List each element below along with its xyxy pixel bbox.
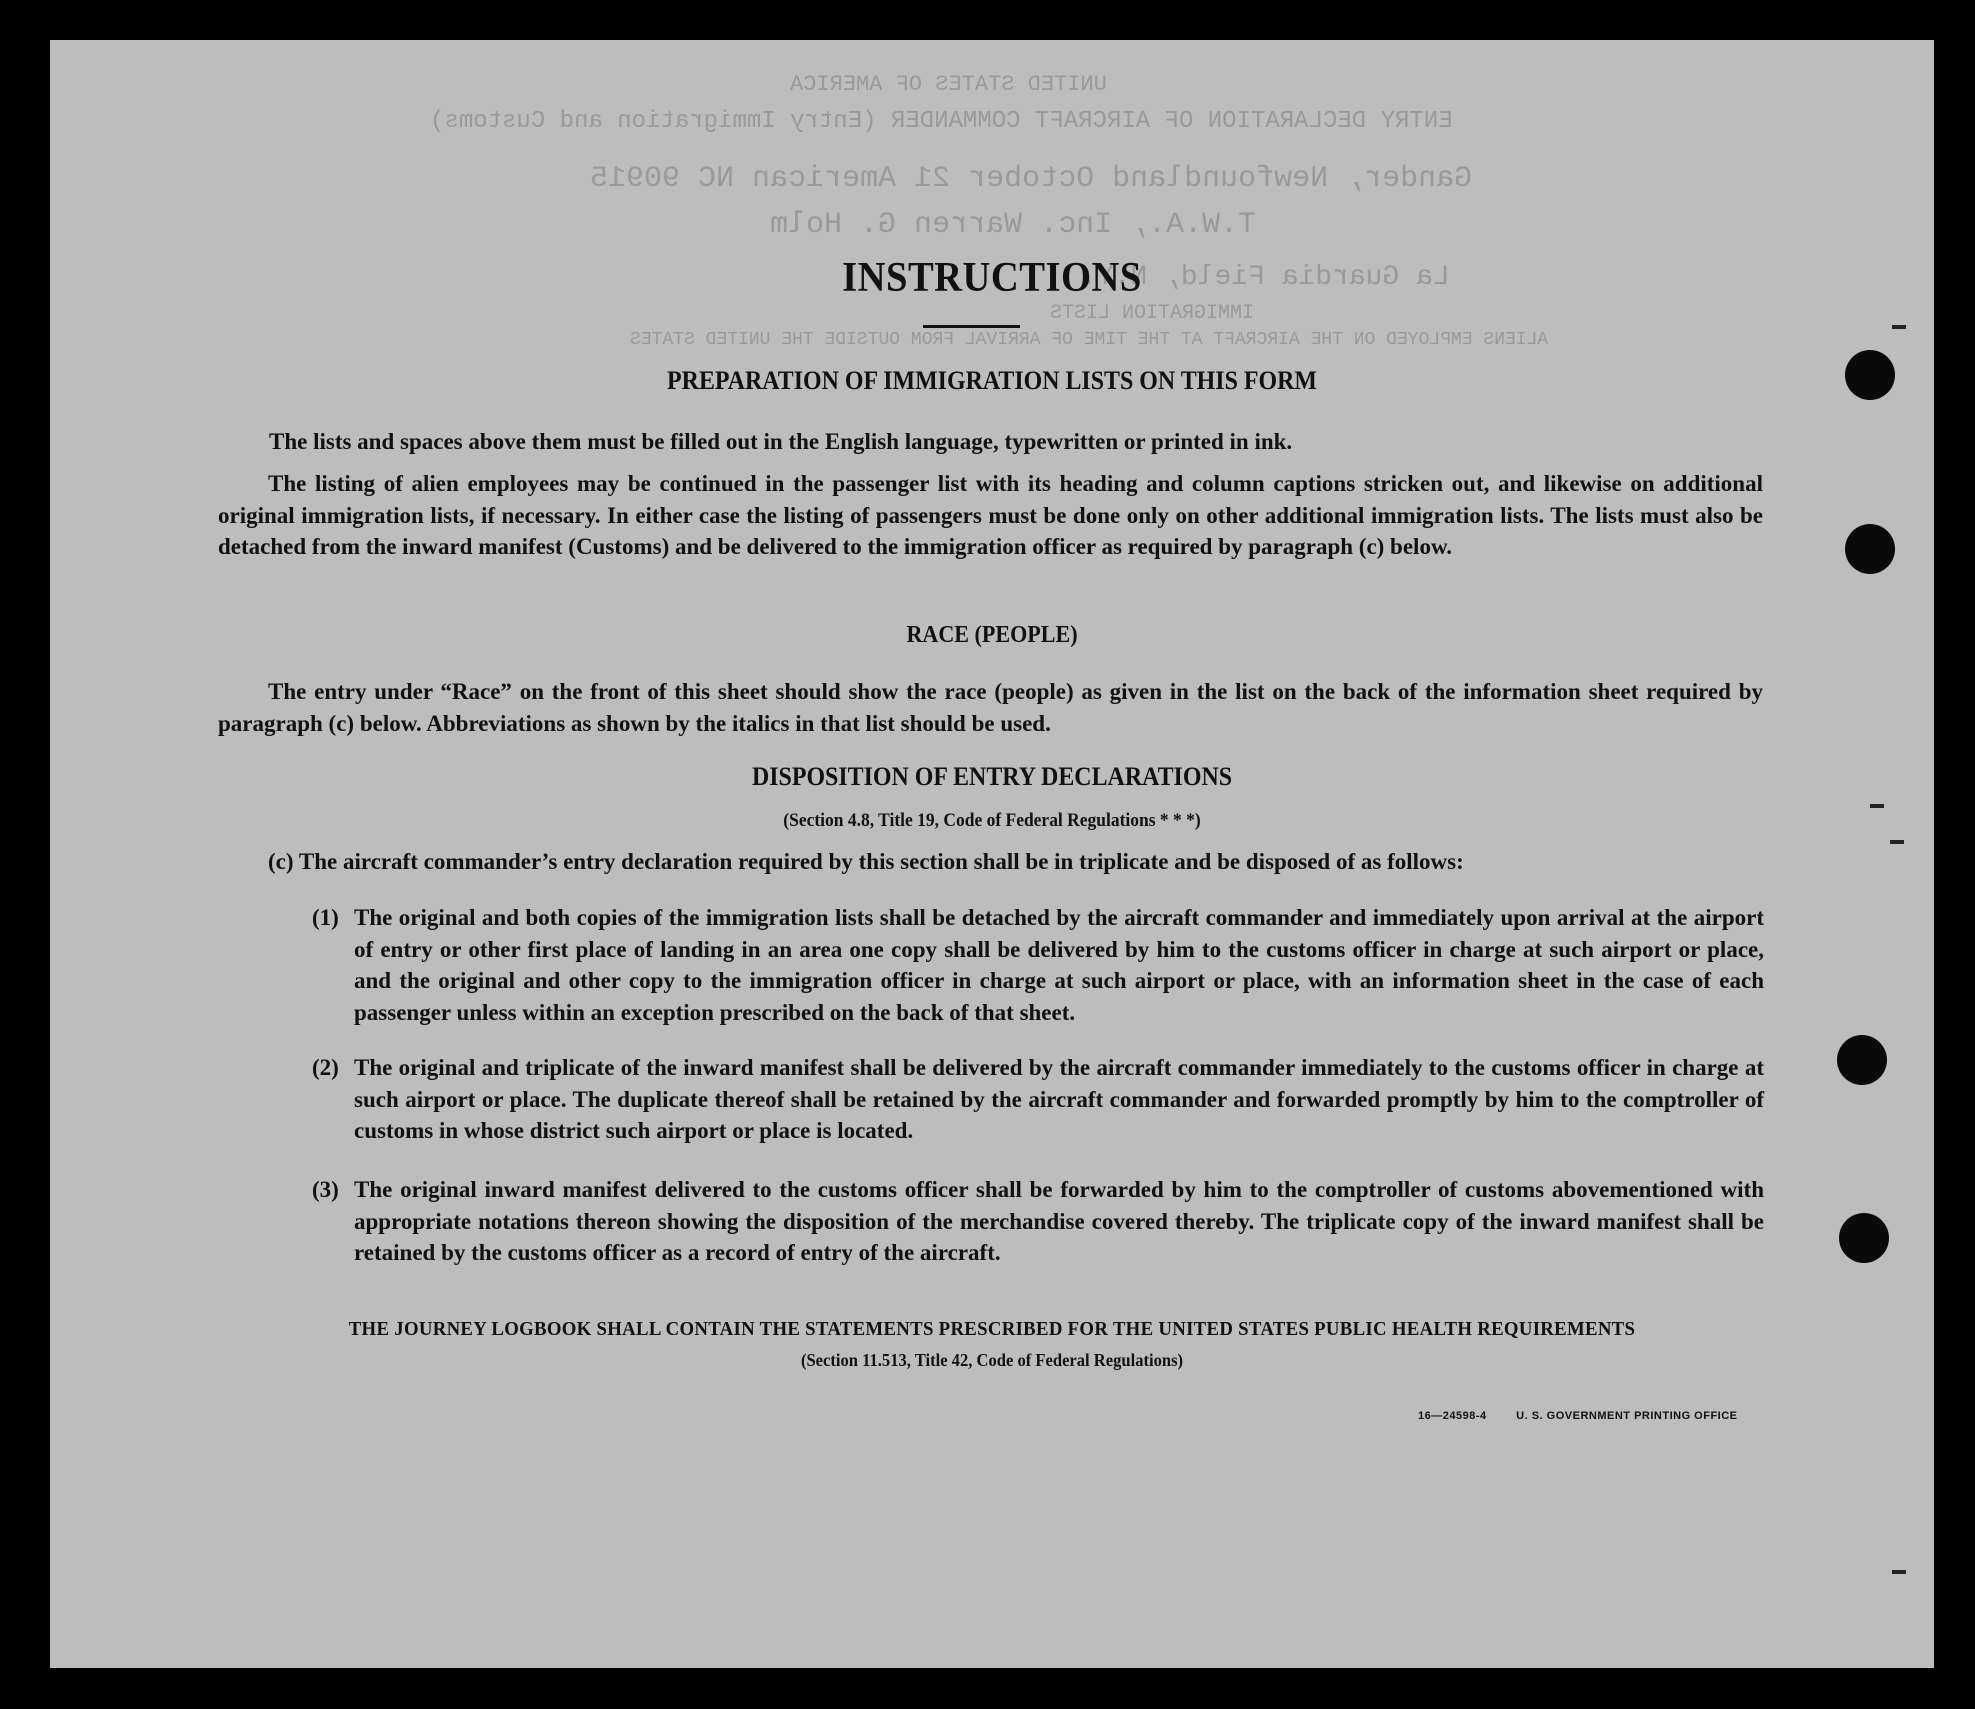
bleed-through-line: ALIENS EMPLOYED ON THE AIRCRAFT AT THE TIME OF ARRIVAL FROM OUTSIDE THE UNITED STATES [630, 330, 1549, 350]
bleed-through-line: UNITED STATES OF AMERICA [790, 72, 1107, 97]
bleed-through-line: IMMIGRATION LISTS [1050, 302, 1255, 325]
bleed-through-line: T.W.A., Inc. Warren G. Holm [770, 208, 1257, 242]
bleed-through-line: Gander, Newfoundland October 21 American NC 90915 [590, 162, 1473, 196]
edge-mark [1892, 1570, 1906, 1574]
edge-mark [1892, 325, 1906, 329]
footer-citation: (Section 11.513, Title 42, Code of Federal Regulations) [800, 1350, 1184, 1370]
punch-hole [1845, 524, 1895, 574]
preparation-heading: PREPARATION OF IMMIGRATION LISTS ON THIS FORM [667, 366, 1317, 395]
race-heading: RACE (PEOPLE) [906, 622, 1078, 648]
printer-imprint [1418, 1410, 1738, 1422]
printer-office: U. S. GOVERNMENT PRINTING OFFICE [1516, 1410, 1738, 1422]
punch-hole [1845, 350, 1895, 400]
list-item: (2) The original and triplicate of the inward manifest shall be delivered by the aircraft commander immediately to the customs officer in charge at such airport or place. The duplicate thereof shall be retained by the aircraft commander and forwarded promptly by him to the comptroller of customs in whose district such airport or place is located. [312, 1055, 1764, 1143]
bleed-through-line: La Guardia Field, N.Y. [1080, 262, 1450, 293]
document-page [50, 40, 1934, 1668]
printer-code: 16—24598-4 [1418, 1410, 1487, 1422]
edge-mark [1870, 804, 1884, 808]
race-paragraph: The entry under “Race” on the front of this sheet should show the race (people) as given in the list on the back of the information sheet required by paragraph (c) below. Abbreviations as shown by the italics in that list should be used. [218, 679, 1763, 736]
list-item: (1) The original and both copies of the immigration lists shall be detached by the aircraft commander and immediately upon arrival at the airport of entry or other first place of landing in an area one copy shall be delivered by him to the customs officer in charge at such airport or place, and the original and other copy to the immigration officer in charge at such airport or place, with an information sheet in the case of each passenger unless within an exception prescribed on the back of that sheet. [312, 905, 1764, 1025]
preparation-paragraph-1: The lists and spaces above them must be filled out in the English language, typewritten or printed in ink. [269, 429, 1293, 454]
bleed-through-line: ENTRY DECLARATION OF AIRCRAFT COMMANDER (Entry Immigration and Customs) [430, 108, 1453, 135]
edge-mark [1890, 840, 1904, 844]
disposition-subheading: (Section 4.8, Title 19, Code of Federal Regulations * * *) [783, 810, 1201, 831]
disposition-heading: DISPOSITION OF ENTRY DECLARATIONS [751, 762, 1233, 791]
list-item: (3) The original inward manifest delivered to the customs officer shall be forwarded by him to the comptroller of customs abovementioned with appropriate notations thereon showing the disposition of the merchandise covered thereby. The triplicate copy of the inward manifest shall be retained by the customs officer as a record of entry of the aircraft. [312, 1177, 1764, 1265]
punch-hole [1839, 1213, 1889, 1263]
page-title: INSTRUCTIONS [842, 255, 1142, 301]
preparation-paragraph-2: The listing of alien employees may be continued in the passenger list with its heading and column captions stricken out, and likewise on additional original immigration lists, if necessary. In either case the listing of passengers must be done only on other additional immigration lists. The lists must also be detached from the inward manifest (Customs) and be delivered to the immigration officer as required by paragraph (c) below. [218, 471, 1763, 559]
disposition-intro: (c) The aircraft commander’s entry declaration required by this section shall be in triplicate and be disposed of as follows: [268, 849, 1464, 874]
footer-statement: THE JOURNEY LOGBOOK SHALL CONTAIN THE STATEMENTS PRESCRIBED FOR THE UNITED STATES PUBLIC HEALTH REQUIREMENTS [348, 1318, 1636, 1340]
title-underline [923, 325, 1020, 328]
punch-hole [1837, 1035, 1887, 1085]
